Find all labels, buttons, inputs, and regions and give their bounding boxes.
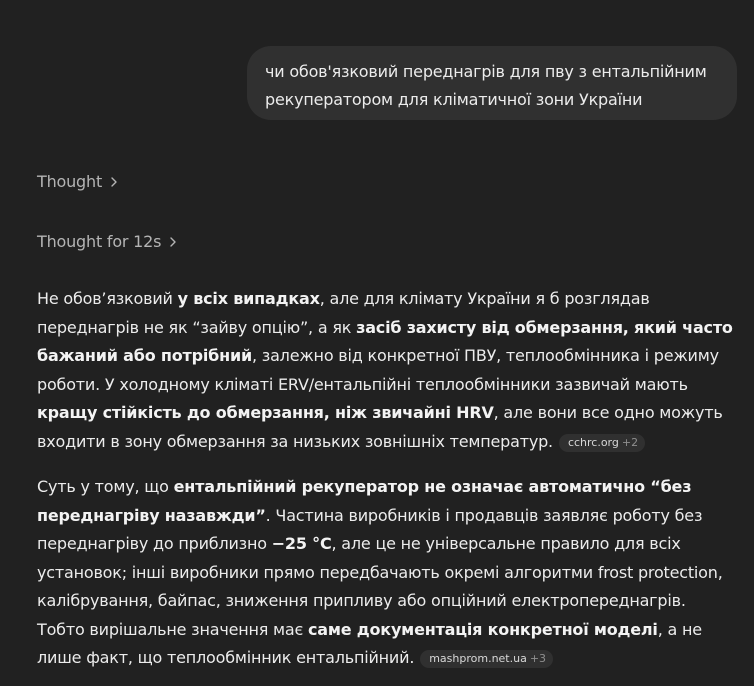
- answer-paragraph-2: [37, 473, 737, 673]
- text-run: . Частина виробників і продавців заявляє роботу без переднагріву до приблизно: [37, 505, 703, 553]
- thought-label: Thought: [37, 172, 103, 191]
- bold-text: у всіх випадках: [177, 289, 320, 308]
- thought-toggle[interactable]: [37, 170, 119, 194]
- source-citation-chip[interactable]: [420, 650, 553, 668]
- text-run: , але вони все одно можуть входити в зону обмерзання за низьких зовнішніх температур.: [37, 403, 723, 451]
- chevron-right-icon: [168, 235, 178, 249]
- chevron-right-icon: [109, 175, 119, 189]
- bold-text: саме документація конкретної моделі: [308, 619, 658, 639]
- source-more-count: +3: [529, 652, 547, 665]
- text-run: Не обов’язковий: [37, 289, 178, 308]
- source-citation-chip[interactable]: [559, 434, 645, 452]
- text-run: Суть у тому, що: [37, 477, 174, 496]
- thought-for-12s-toggle[interactable]: [37, 230, 178, 254]
- text-run: , але для клімату України я б розглядав переднагрів не як “зайву опцію”, а як: [37, 289, 650, 337]
- source-more-count: +2: [621, 435, 639, 449]
- thought-duration-label: Thought for 12s: [37, 232, 162, 251]
- user-message-text: чи обов'язковий переднагрів для пву з ентальпійним рекуператором для кліматичної зони України: [265, 62, 707, 109]
- bold-text: кращу стійкість до обмерзання, ніж звичайні HRV: [37, 403, 494, 422]
- answer-paragraph-1: [37, 285, 737, 456]
- bold-text: ентальпійний рекуператор не означає автоматично “без переднагріву назавжди”: [37, 477, 692, 525]
- bold-text: −25 °C: [271, 534, 332, 553]
- source-domain: mashprom.net.ua: [429, 652, 527, 665]
- text-run: , але це не універсальне правило для всіх установок; інші виробники прямо передбачають окремі алгоритми frost protection, калібрування, байпас, зниження припливу або опційний електропереднагрів. Тобто вирішальне значення має: [37, 534, 723, 639]
- bold-text: засіб захисту від обмерзання, який часто бажаний або потрібний: [37, 317, 733, 365]
- source-domain: cchrc.org: [567, 435, 619, 449]
- text-run: , залежно від конкретної ПВУ, теплообмінника і режиму роботи. У холодному кліматі ERV/ентальпійні теплообмінники зазвичай мають: [37, 346, 719, 394]
- user-message-bubble: [247, 46, 737, 120]
- text-run: , а не лише факт, що теплообмінник ентальпійний.: [37, 619, 702, 667]
